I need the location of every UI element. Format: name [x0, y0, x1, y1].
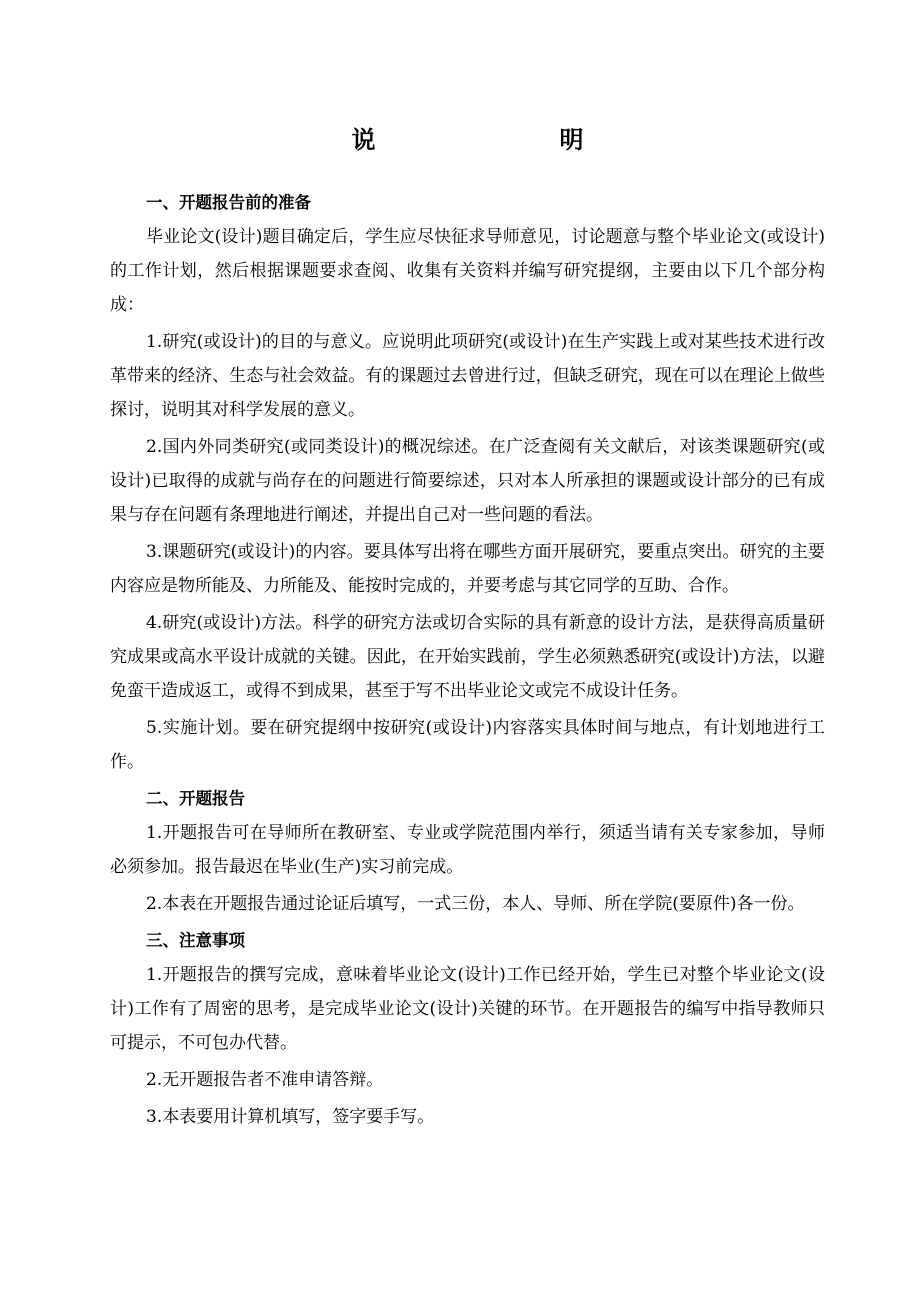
- paragraph: 4.研究(或设计)方法。科学的研究方法或切合实际的具有新意的设计方法，是获得高质量研究成果或高水平设计成就的关键。因此，在开始实践前，学生必须熟悉研究(或设计)方法，以避免蛮干造成返工，或得不到成果，甚至于写不出毕业论文或完不成设计任务。: [110, 613, 825, 701]
- section-preparation: [110, 186, 825, 779]
- section-report: [110, 782, 825, 921]
- paragraph: 5.实施计划。要在研究提纲中按研究(或设计)内容落实具体时间与地点，有计划地进行工作。: [110, 718, 825, 772]
- page-title: 说 明: [351, 125, 664, 154]
- paragraph: 2.本表在开题报告通过论证后填写，一式三份，本人、导师、所在学院(要原件)各一份。: [146, 894, 805, 914]
- section-heading: 三、注意事项: [146, 931, 245, 950]
- paragraph: 1.开题报告的撰写完成，意味着毕业论文(设计)工作已经开始，学生已对整个毕业论文(设计)工作有了周密的思考，是完成毕业论文(设计)关键的环节。在开题报告的编写中指导教师只可提示，不可包办代替。: [110, 965, 825, 1053]
- section-heading: 二、开题报告: [146, 789, 245, 808]
- paragraph: 毕业论文(设计)题目确定后，学生应尽快征求导师意见，讨论题意与整个毕业论文(或设计)的工作计划，然后根据课题要求查阅、收集有关资料并编写研究提纲，主要由以下几个部分构成：: [110, 227, 825, 315]
- paragraph: 1.研究(或设计)的目的与意义。应说明此项研究(或设计)在生产实践上或对某些技术进行改革带来的经济、生态与社会效益。有的课题过去曾进行过，但缺乏研究，现在可以在理论上做些探讨，说明其对科学发展的意义。: [110, 332, 825, 420]
- paragraph: 1.开题报告可在导师所在教研室、专业或学院范围内举行，须适当请有关专家参加，导师必须参加。报告最迟在毕业(生产)实习前完成。: [110, 823, 825, 877]
- document-page: [110, 120, 825, 1137]
- paragraph: 2.无开题报告者不准申请答辩。: [146, 1070, 384, 1090]
- section-heading: 一、开题报告前的准备: [146, 193, 311, 212]
- paragraph: 2.国内外同类研究(或同类设计)的概况综述。在广泛查阅有关文献后，对该类课题研究(或设计)已取得的成就与尚存在的问题进行简要综述，只对本人所承担的课题或设计部分的已有成果与存在问题有条理地进行阐述，并提出自己对一些问题的看法。: [110, 437, 825, 525]
- paragraph: 3.课题研究(或设计)的内容。要具体写出将在哪些方面开展研究，要重点突出。研究的主要内容应是物所能及、力所能及、能按时完成的，并要考虑与其它同学的互助、合作。: [110, 542, 825, 596]
- paragraph: 3.本表要用计算机填写，签字要手写。: [146, 1107, 435, 1127]
- section-notes: [110, 924, 825, 1134]
